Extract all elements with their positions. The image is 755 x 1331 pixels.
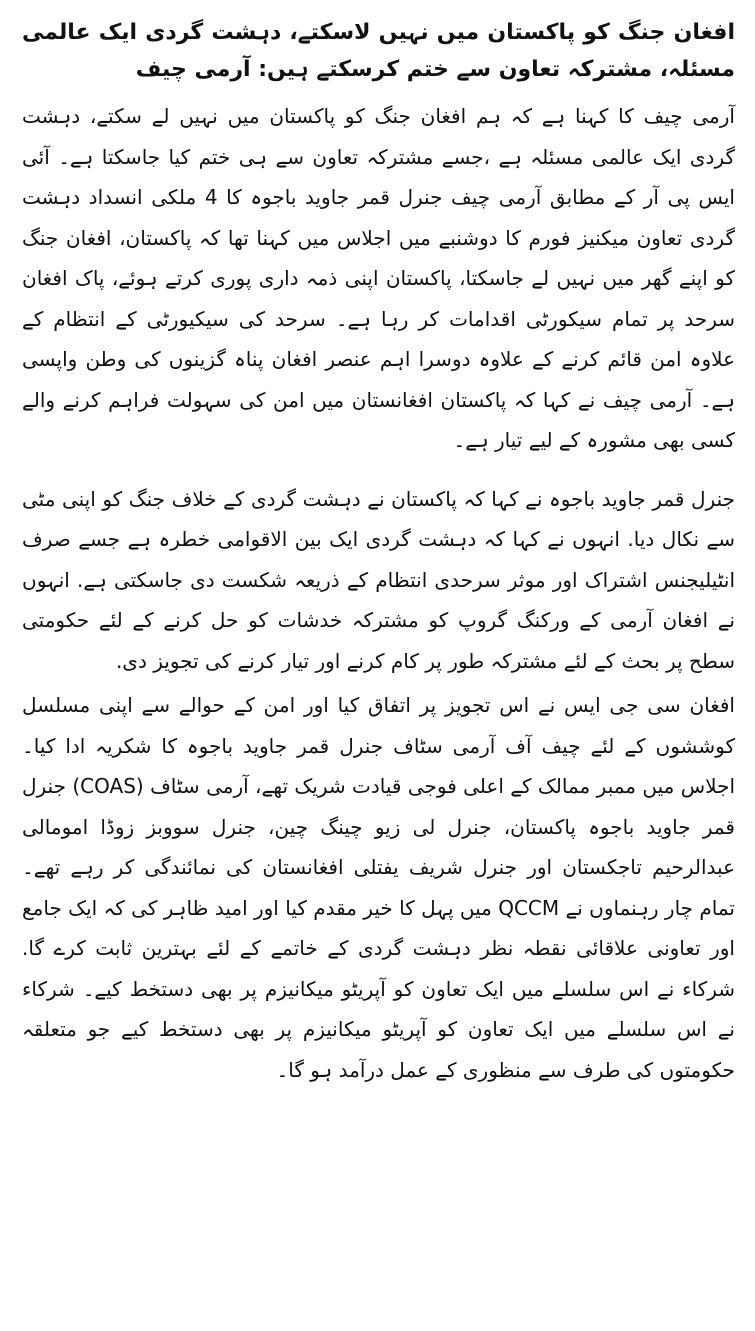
article-headline: افغان جنگ کو پاکستان میں نہیں لاسکتے، دہشت گردی ایک عالمی مسئلہ، مشترکہ تعاون سے ختم کرسکتے ہیں: آرمی چیف [22,20,735,82]
article-paragraph-2: جنرل قمر جاوید باجوہ نے کہا کہ پاکستان نے دہشت گردی کے خلاف جنگ کو اپنی مٹی سے نکال دیا. انہوں نے کہا کہ دہشت گردی ایک بین الاقوامی خطرہ ہے جسے صرف انٹیلیجنس اشتراک اور موثر سرحدی انتظام کے ذریعہ شکست دی جاسکتی ہے. انہوں نے افغان آرمی کے ورکنگ گروپ کو مشترکہ خدشات کو حل کرنے کے لئے حکومتی سطح پر بحث کے لئے مشترکہ طور پر کام کرنے اور تیار کرنے کی تجویز دی. [22,486,735,673]
article-paragraph-3: افغان سی جی ایس نے اس تجویز پر اتفاق کیا اور امن کے حوالے سے اپنی مسلسل کوششوں کے لئے چیف آف آرمی سٹاف جنرل قمر جاوید باجوہ کا شکریہ ادا کیا۔ اجلاس میں ممبر ممالک کے اعلی فوجی قیادت شریک تھے، آرمی سٹاف (COAS) جنرل قمر جاوید باجوہ پاکستان، جنرل لی زیو چینگ چین، جنرل سووبز زوڈا امومالی عبدالرحیم تاجکستان اور جنرل شریف یفتلی افغانستان کی نمائندگی کر رہے تھے۔ تمام چار رہنماوں نے QCCM میں پہل کا خیر مقدم کیا اور امید ظاہر کی کہ ایک جامع اور تعاونی علاقائی نقطہ نظر دہشت گردی کے خاتمے کے لئے بہترین ثابت کرے گا. شرکاء نے اس سلسلے میں ایک تعاون کو آپریٹو میکانیزم پر بھی دستخط کیے۔ شرکاء نے اس سلسلے میں ایک تعاون کو آپریٹو میکانیزم پر بھی دستخط کیے جو متعلقہ حکومتوں کی طرف سے منظوری کے عمل درآمد ہو گا۔ [22,693,735,1082]
article-paragraph-1: آرمی چیف کا کہنا ہے کہ ہم افغان جنگ کو پاکستان میں نہیں لے سکتے، دہشت گردی ایک عالمی مسئلہ ہے ،جسے مشترکہ تعاون سے ہی ختم کیا جاسکتا ہے۔ آئی ایس پی آر کے مطابق آرمی چیف جنرل قمر جاوید باجوہ کا 4 ملکی انسداد دہشت گردی تعاون میکنیز فورم کا دوشنبے میں اجلاس میں کہنا تھا کہ پاکستان، افغان جنگ کو اپنے گھر میں نہیں لے جاسکتا، پاکستان اپنی ذمہ داری پوری کرتے ہوئے، پاک افغان سرحد پر تمام سیکورٹی اقدامات کر رہا ہے۔ سرحد کی سیکیورٹی کے انتظام کے علاوہ امن قائم کرنے کے علاوہ دوسرا اہم عنصر افغان پناہ گزینوں کی وطن واپسی ہے۔ آرمی چیف نے کہا کہ پاکستان افغانستان میں امن کی سہولت فراہم کرنے والے کسی بھی مشورہ کے لیے تیار ہے۔ [22,104,735,452]
